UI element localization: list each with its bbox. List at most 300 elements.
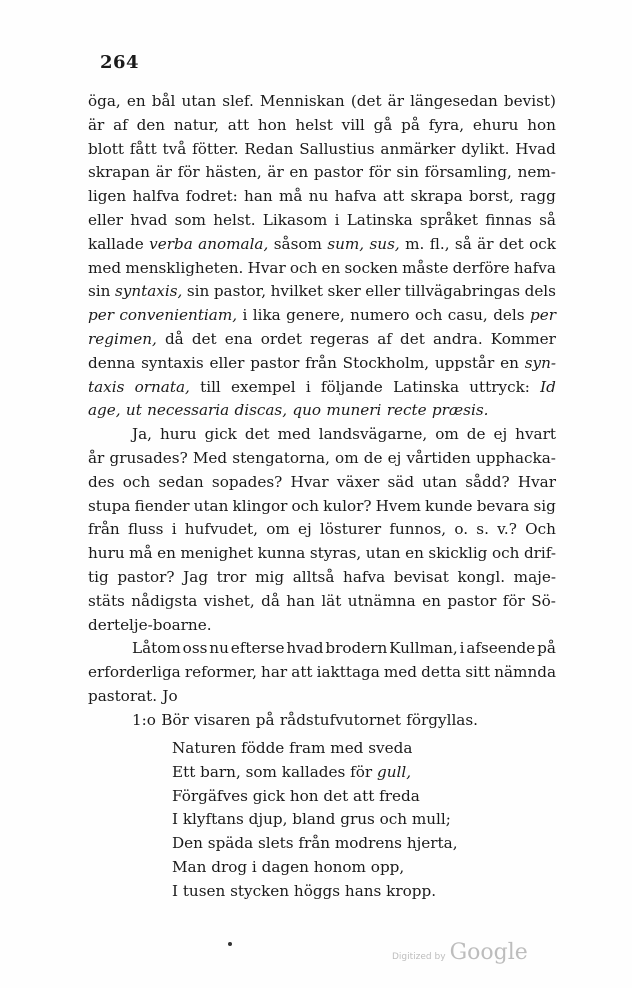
word: funnos,: [389, 520, 447, 539]
word: har: [261, 663, 288, 682]
word: ock: [529, 234, 556, 253]
word: i: [242, 306, 248, 325]
word: kulor?: [323, 496, 372, 515]
word: från: [305, 353, 337, 372]
word: det: [323, 786, 354, 805]
word: i: [305, 377, 311, 396]
word: utan: [422, 472, 457, 491]
word: följande: [320, 377, 383, 396]
text-line: [88, 304, 556, 328]
text-line: [88, 709, 556, 733]
word: bevisat: [393, 567, 449, 586]
word: v.?: [497, 520, 517, 539]
word: som: [174, 210, 206, 229]
word: vårtiden: [406, 448, 471, 467]
word: en: [422, 591, 441, 610]
word: det: [191, 329, 217, 348]
word: hästen,: [205, 163, 262, 182]
word: Man: [172, 857, 212, 876]
text-line: [88, 352, 556, 376]
word: det: [498, 234, 524, 253]
word: ut: [125, 401, 142, 420]
word: skicklig: [428, 544, 488, 563]
text-line: [88, 423, 556, 447]
word: hvad: [286, 639, 324, 658]
word: Redan: [244, 139, 294, 158]
word: hans: [344, 881, 387, 900]
digitized-by-google-watermark: [392, 940, 528, 965]
word: församling,: [424, 163, 512, 182]
word: I: [172, 881, 183, 900]
word: hon: [527, 115, 556, 134]
word: sin: [88, 282, 111, 301]
word: i: [334, 210, 340, 229]
word: nådigsta: [131, 591, 198, 610]
word: s.: [476, 520, 489, 539]
word: en: [500, 353, 519, 372]
word: kunde: [425, 496, 473, 515]
word: fl.,: [429, 234, 450, 253]
word: vill: [341, 115, 365, 134]
word: Hvar: [517, 472, 556, 491]
paragraph: [88, 423, 556, 637]
word: pastor,: [213, 282, 267, 301]
word: iakttaga: [316, 663, 380, 682]
word: att: [291, 663, 313, 682]
word: age,: [88, 401, 121, 420]
word: reformer,: [184, 663, 257, 682]
text-line: [88, 566, 556, 590]
word: ordet: [260, 329, 302, 348]
word: sådd?: [465, 472, 510, 491]
word: växer: [336, 472, 380, 491]
word: stycken: [230, 881, 294, 900]
poem-line: [172, 832, 458, 856]
word: nem-: [517, 163, 556, 182]
word: för: [177, 163, 200, 182]
word: visaren: [194, 710, 251, 729]
text-line: [88, 661, 556, 685]
word: är: [477, 234, 494, 253]
word: regimen,: [88, 329, 157, 348]
word: på: [401, 115, 420, 134]
text-line: [88, 471, 556, 495]
word: 1:o: [132, 710, 156, 729]
word: mull;: [411, 810, 451, 829]
word: med: [383, 663, 418, 682]
word: menighet: [180, 544, 254, 563]
word: en: [321, 258, 341, 277]
word: I: [172, 810, 183, 829]
word: ej: [387, 448, 402, 467]
word: sveda: [368, 739, 413, 757]
word: Latinska: [346, 210, 413, 229]
word: ragg: [520, 187, 556, 206]
word: en: [289, 163, 309, 182]
word: förgyllas.: [406, 710, 478, 729]
word: hafva: [513, 258, 556, 277]
text-line: [88, 590, 556, 614]
word: är: [155, 163, 172, 182]
word: Ja,: [132, 425, 152, 444]
word: per: [529, 306, 556, 325]
word: anmärker: [380, 139, 456, 158]
word: regeras: [310, 329, 370, 348]
word: så: [539, 210, 556, 229]
word: lät: [321, 591, 342, 610]
word: quo: [292, 401, 322, 420]
word: eller: [365, 282, 401, 301]
word: späda: [207, 834, 258, 853]
poem-line: [172, 808, 458, 832]
word: Låtom: [132, 639, 181, 658]
text-line: [88, 518, 556, 542]
word: en: [157, 544, 176, 563]
word: om: [266, 520, 290, 539]
word: stupa: [88, 496, 131, 515]
google-logo: Google: [449, 940, 528, 965]
word: afseende: [466, 639, 536, 658]
word: gull,: [377, 762, 412, 781]
paragraph: [88, 709, 556, 733]
paragraph: [88, 90, 556, 423]
word: grusades?: [109, 448, 188, 467]
word: i: [459, 639, 465, 658]
word: nu: [209, 639, 229, 658]
text-line: [88, 376, 556, 400]
word: præsis.: [431, 401, 489, 420]
word: tror: [216, 567, 247, 586]
word: Latinska: [393, 377, 459, 396]
word: fiender: [134, 496, 190, 515]
word: brodern: [325, 639, 388, 658]
word: Hvad: [515, 139, 556, 158]
word: att: [382, 187, 405, 206]
word: de: [363, 448, 383, 467]
word: gick: [252, 786, 290, 805]
word: landsvägarne,: [318, 425, 428, 444]
word: honom: [313, 857, 371, 876]
word: slets: [257, 834, 299, 853]
word: höggs: [293, 881, 345, 900]
word: modrens: [334, 834, 407, 853]
word: från: [88, 520, 120, 539]
word: är: [88, 115, 105, 134]
word: alltså: [292, 567, 335, 586]
word: Jo: [162, 686, 178, 705]
word: och: [414, 306, 443, 325]
poem-line: [172, 737, 458, 761]
word: språket: [419, 210, 479, 229]
word: syntaxis: [141, 353, 204, 372]
word: blott: [88, 139, 124, 158]
word: necessaria: [147, 401, 230, 420]
text-line: [88, 257, 556, 281]
text-line: [88, 233, 556, 257]
word: eller: [209, 353, 245, 372]
page-number: 264: [100, 52, 140, 73]
word: gick: [204, 425, 237, 444]
word: djup,: [248, 810, 293, 829]
word: sedan: [158, 472, 204, 491]
word: att: [353, 786, 380, 805]
word: för: [350, 762, 377, 781]
word: skrapan: [88, 163, 150, 182]
word: hjerta,: [406, 834, 458, 853]
word: till: [200, 377, 221, 396]
word: (det: [350, 92, 382, 110]
word: casu,: [447, 306, 488, 325]
word: uppstår: [434, 353, 495, 372]
word: Sö-: [531, 591, 556, 610]
word: Hvem: [375, 496, 421, 515]
word: dagen: [261, 857, 314, 876]
word: detta: [421, 663, 462, 682]
word: längesedan: [410, 92, 498, 110]
word: af: [377, 329, 392, 348]
word: Jag: [183, 567, 209, 586]
word: efterse: [230, 639, 285, 658]
word: taxis: [88, 377, 125, 396]
word: sus,: [369, 234, 400, 253]
word: af: [113, 115, 128, 134]
word: gå: [373, 115, 393, 134]
word: han: [244, 187, 273, 206]
word: klingor: [232, 496, 288, 515]
word: och: [379, 810, 412, 829]
word: tig: [88, 567, 109, 586]
word: skrapa: [410, 187, 463, 206]
word: pastor?: [117, 567, 175, 586]
word: lika: [252, 306, 281, 325]
word: sitt: [465, 663, 491, 682]
word: Id: [540, 377, 556, 396]
word: pastor: [250, 353, 300, 372]
word: såsom: [273, 234, 322, 253]
word: huru: [159, 425, 197, 444]
word: hon: [257, 115, 287, 134]
word: med: [330, 739, 369, 757]
word: är: [267, 163, 284, 182]
word: dylikt.: [461, 139, 510, 158]
word: måste: [402, 258, 449, 277]
word: det: [244, 425, 270, 444]
word: vishet,: [203, 591, 255, 610]
word: utan: [365, 544, 401, 563]
word: en: [126, 92, 146, 110]
word: pastor: [447, 591, 497, 610]
word: des: [88, 472, 115, 491]
word: helst.: [213, 210, 256, 229]
word: hvart: [515, 425, 556, 444]
word: fötter.: [192, 139, 239, 158]
text-line: [88, 280, 556, 304]
word: stengatorna,: [232, 448, 330, 467]
word: Ett: [172, 762, 201, 781]
word: säd: [387, 472, 415, 491]
watermark-prefix: Digitized by: [392, 952, 446, 962]
word: recte: [386, 401, 427, 420]
word: utan: [193, 496, 229, 515]
text-line: [88, 685, 556, 709]
word: som: [245, 762, 282, 781]
text-line: [88, 138, 556, 162]
word: Likasom: [262, 210, 328, 229]
word: utan: [181, 92, 217, 110]
word: barn,: [200, 762, 246, 781]
word: och: [122, 472, 151, 491]
word: sig: [533, 496, 556, 515]
word: om: [435, 425, 459, 444]
word: bland: [292, 810, 341, 829]
word: denna: [88, 353, 136, 372]
word: må: [278, 187, 303, 206]
word: Den: [172, 834, 208, 853]
word: i: [251, 857, 262, 876]
word: genere,: [286, 306, 345, 325]
word: Kullman,: [389, 639, 458, 658]
word: kallade: [88, 234, 144, 253]
text-line: [88, 114, 556, 138]
word: ej: [297, 520, 312, 539]
text-line: [88, 542, 556, 566]
text-line: [88, 328, 556, 352]
word: år: [88, 448, 105, 467]
paragraph: [88, 637, 556, 708]
word: bål: [151, 92, 176, 110]
word: syntaxis,: [114, 282, 183, 301]
word: med: [88, 258, 122, 277]
word: sin: [396, 163, 419, 182]
word: tillvägabringas: [404, 282, 521, 301]
word: må: [129, 544, 153, 563]
poem-line: [172, 785, 458, 809]
word: Förgäfves: [172, 786, 253, 805]
word: sker: [327, 282, 361, 301]
word: bevist): [503, 92, 556, 110]
word: fluss: [127, 520, 164, 539]
word: huru: [88, 544, 125, 563]
word: styras,: [309, 544, 362, 563]
word: att: [227, 115, 250, 134]
word: opp,: [370, 857, 405, 876]
word: ligen: [88, 187, 127, 206]
word: två: [162, 139, 187, 158]
text-line: [88, 637, 556, 661]
word: och: [289, 258, 318, 277]
word: hafva: [343, 567, 386, 586]
word: pastorat.: [88, 686, 158, 705]
word: Med: [192, 448, 228, 467]
poem-line: [172, 856, 458, 880]
word: födde: [241, 739, 290, 757]
word: Hvar: [290, 472, 329, 491]
word: syn-: [524, 353, 556, 372]
word: Naturen: [172, 739, 242, 757]
word: hvilket: [270, 282, 323, 301]
word: och: [491, 544, 520, 563]
word: Sallustius: [299, 139, 375, 158]
word: derföre: [452, 258, 510, 277]
word: sopades?: [211, 472, 283, 491]
word: i: [171, 520, 177, 539]
word: menskligheten.: [125, 258, 244, 277]
ink-dot: [228, 942, 232, 946]
word: per: [88, 306, 114, 325]
word: upphacka-: [475, 448, 556, 467]
word: öga,: [88, 92, 121, 110]
word: ornata,: [134, 377, 190, 396]
word: Menniskan: [259, 92, 345, 110]
word: stäts: [88, 591, 125, 610]
word: en: [405, 544, 424, 563]
word: det: [400, 329, 425, 348]
word: från: [298, 834, 335, 853]
word: drif-: [523, 544, 556, 563]
word: fyra,: [428, 115, 465, 134]
text-line: [88, 90, 556, 114]
word: ena: [224, 329, 253, 348]
word: tusen: [182, 881, 231, 900]
text-line: [88, 185, 556, 209]
word: exempel: [231, 377, 296, 396]
word: hafva: [334, 187, 377, 206]
word: ehuru: [472, 115, 519, 134]
word: kunna: [257, 544, 306, 563]
word: på: [537, 639, 556, 658]
word: med: [277, 425, 311, 444]
word: Hvar: [247, 258, 286, 277]
word: andra.: [432, 329, 483, 348]
word: freda: [379, 786, 420, 805]
word: numero: [350, 306, 410, 325]
word: utnämna: [347, 591, 416, 610]
word: verba: [149, 234, 193, 253]
word: Och: [525, 520, 556, 539]
word: oss: [182, 639, 208, 658]
word: dertelje-boarne.: [88, 615, 212, 634]
word: då: [261, 591, 280, 610]
word: fodret:: [185, 187, 238, 206]
word: Bör: [161, 710, 189, 729]
word: den: [136, 115, 166, 134]
word: uttryck:: [469, 377, 530, 396]
word: kropp.: [386, 881, 437, 900]
text-line: [88, 161, 556, 185]
word: och: [291, 496, 319, 515]
word: halfva: [132, 187, 180, 206]
word: om: [335, 448, 359, 467]
word: convenientiam,: [119, 306, 238, 325]
word: grus: [340, 810, 380, 829]
word: sin: [186, 282, 210, 301]
word: kallades: [281, 762, 351, 781]
word: klyftans: [182, 810, 249, 829]
word: nu: [308, 187, 329, 206]
word: pastor: [313, 163, 363, 182]
word: så: [454, 234, 472, 253]
word: eller: [88, 210, 123, 229]
word: lösturer: [319, 520, 382, 539]
poem-stanza: [172, 737, 458, 904]
word: finnas: [485, 210, 532, 229]
word: han: [286, 591, 315, 610]
poem-line: [172, 880, 458, 904]
word: helst: [295, 115, 333, 134]
word: dels: [524, 282, 556, 301]
word: bevara: [476, 496, 530, 515]
word: hvad: [130, 210, 168, 229]
